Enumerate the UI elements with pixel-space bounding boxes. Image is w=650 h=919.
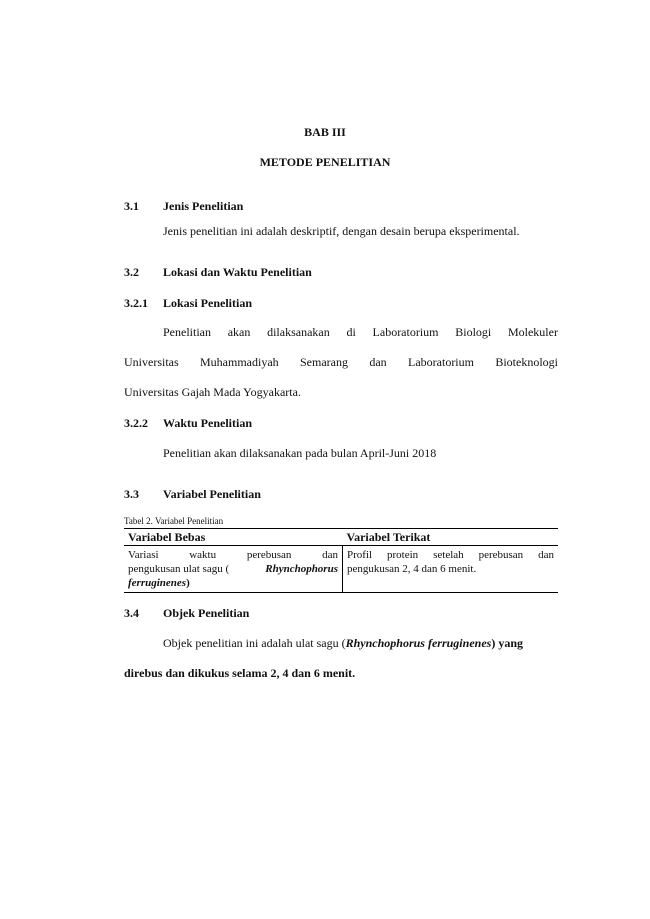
word: Muhammadiyah	[200, 355, 279, 369]
section-3-2-2-number: 3.2.2	[124, 416, 148, 430]
word: Variasi	[128, 549, 159, 561]
text-segment	[163, 636, 523, 651]
text-prefix: Objek penelitian ini adalah ulat sagu (	[163, 636, 346, 650]
header-variabel-terikat: Variabel Terikat	[343, 529, 559, 546]
cell-text: )	[186, 577, 190, 589]
word: di	[346, 325, 356, 339]
header-variabel-bebas: Variabel Bebas	[124, 529, 343, 546]
cell-line	[128, 562, 338, 576]
word: Penelitian	[163, 325, 211, 339]
table-caption: Tabel 2. Variabel Penelitian	[124, 516, 224, 526]
word: waktu	[189, 549, 217, 561]
cell-line	[128, 548, 338, 562]
word: dilaksanakan	[267, 325, 330, 339]
section-3-2-2-title: Waktu Penelitian	[163, 416, 253, 430]
word: Bioteknologi	[495, 355, 558, 369]
section-3-4-line-1	[163, 636, 558, 651]
word: Molekuler	[507, 325, 558, 339]
section-3-4-line-2: direbus dan dikukus selama 2, 4 dan 6 menit.	[124, 666, 356, 680]
section-3-3-number: 3.3	[124, 487, 139, 501]
section-3-2-1-line-2	[124, 355, 558, 370]
section-3-1-number: 3.1	[124, 199, 139, 213]
word: dan	[322, 549, 338, 561]
section-3-4-title: Objek Penelitian	[163, 606, 250, 620]
cell-line	[128, 576, 338, 590]
word: perebusan	[246, 549, 292, 561]
chapter-title: METODE PENELITIAN	[259, 155, 391, 169]
variables-table	[124, 528, 558, 593]
species-name: Rhynchophorus	[265, 563, 338, 575]
cell-variabel-terikat: Profil protein setelah perebusan dan pengukusan 2, 4 dan 6 menit.	[343, 546, 559, 593]
chapter-label: BAB III	[304, 125, 346, 139]
word: Semarang	[300, 355, 348, 369]
section-3-1-text: Jenis penelitian ini adalah deskriptif, dengan desain berupa eksperimental.	[163, 224, 520, 238]
species-name: ferruginenes	[128, 577, 187, 589]
cell-text: pengukusan ulat sagu (	[128, 563, 230, 575]
table-header-row	[124, 529, 558, 546]
section-3-2-1-title: Lokasi Penelitian	[163, 296, 253, 310]
section-3-1-title: Jenis Penelitian	[163, 199, 244, 213]
species-name: Rhynchophorus ferruginenes	[345, 636, 492, 650]
word: dan	[369, 355, 387, 369]
section-3-2-1-number: 3.2.1	[124, 296, 148, 310]
word: Laboratorium	[372, 325, 439, 339]
section-3-2-2-text: Penelitian akan dilaksanakan pada bulan April-Juni 2018	[163, 446, 437, 460]
section-3-2-title: Lokasi dan Waktu Penelitian	[163, 265, 312, 279]
section-3-3-title: Variabel Penelitian	[163, 487, 261, 501]
section-3-2-1-line-1	[163, 325, 558, 340]
word: Universitas	[124, 355, 179, 369]
cell-variabel-bebas	[124, 546, 343, 593]
section-3-2-number: 3.2	[124, 265, 139, 279]
table-row	[124, 546, 558, 593]
section-3-4-number: 3.4	[124, 606, 139, 620]
word: Laboratorium	[408, 355, 474, 369]
word: akan	[227, 325, 251, 339]
word: Biologi	[455, 325, 492, 339]
section-3-2-1-line-3: Universitas Gajah Mada Yogyakarta.	[124, 385, 301, 399]
text-suffix: ) yang	[491, 636, 523, 650]
